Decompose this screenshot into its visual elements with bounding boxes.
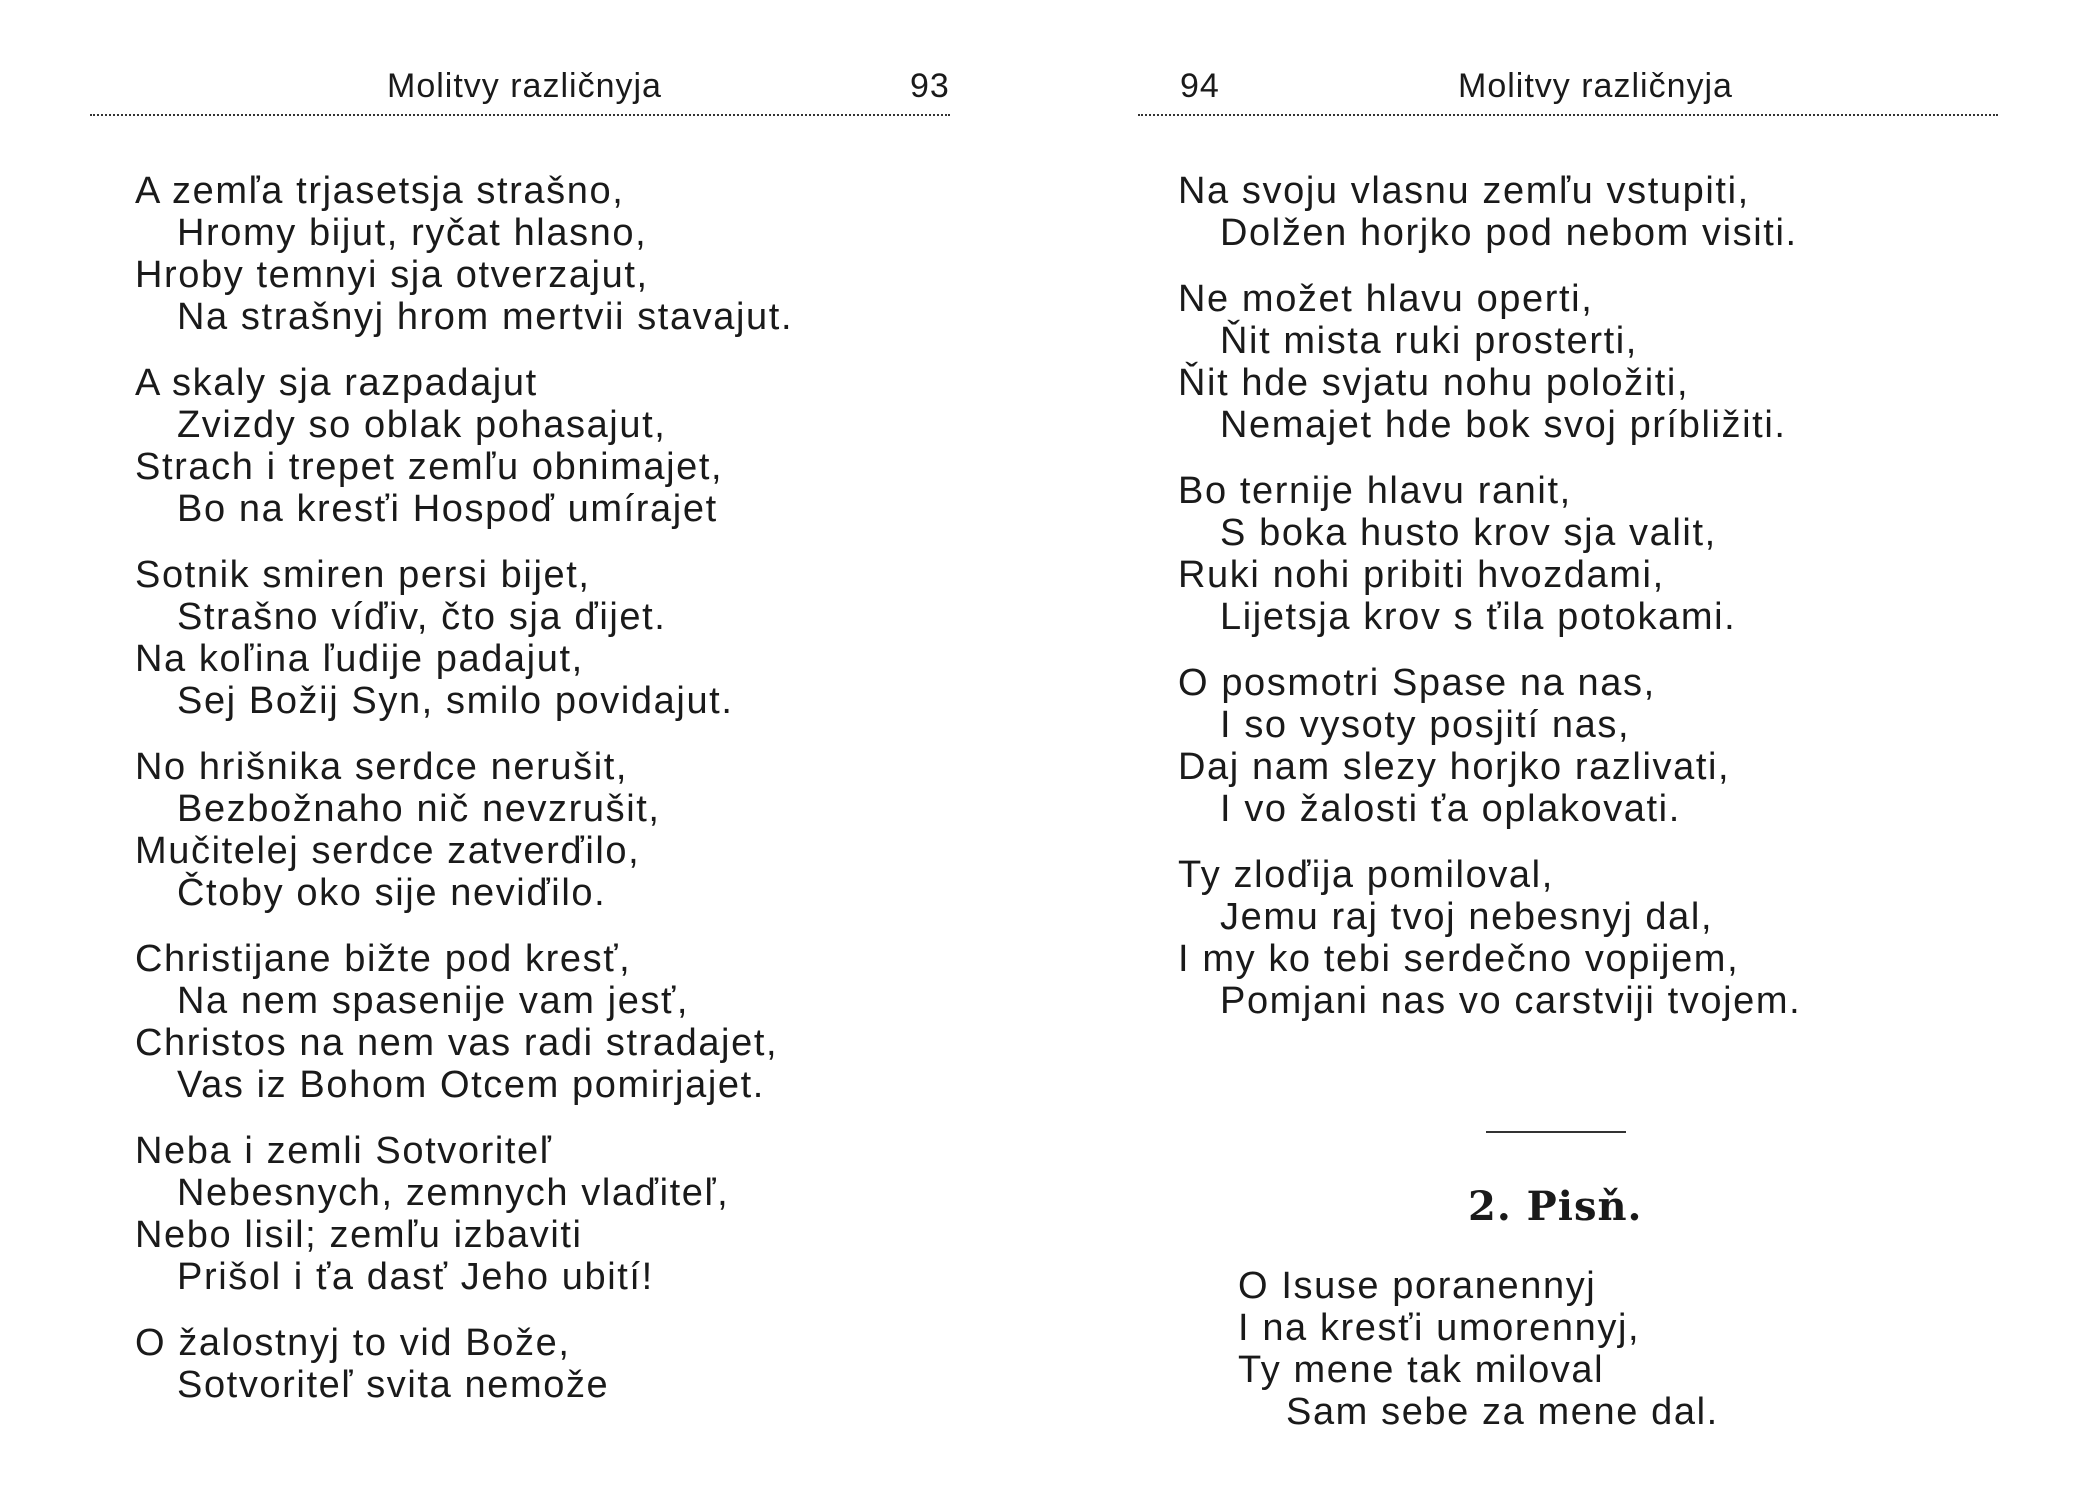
verse-line: A zemľa trjasetsja strašno, <box>135 170 625 212</box>
song-line: I na kresťi umorennyj, <box>1238 1307 1641 1349</box>
verse-line: Nebo lisil; zemľu izbaviti <box>135 1214 583 1256</box>
verse-line: Ne možet hlavu operti, <box>1178 278 1594 320</box>
stanza <box>135 938 793 1106</box>
verse-line: Pomjani nas vo carstviji tvojem. <box>1220 980 1802 1022</box>
verse-line: Bezbožnaho nič nevzrušit, <box>177 788 661 830</box>
verse-line: Na svoju vlasnu zemľu vstupiti, <box>1178 170 1750 212</box>
verse-line: Prišol i ťa dasť Jeho ubití! <box>177 1256 654 1298</box>
song-line: O Isuse poranennyj <box>1238 1265 1597 1307</box>
running-title: Molitvy različnyja <box>387 67 662 105</box>
song-text <box>1238 1265 1719 1433</box>
verse-line: Sotvoriteľ svita nemože <box>177 1364 610 1406</box>
verse-line: I my ko tebi serdečno vopijem, <box>1178 938 1740 980</box>
verse-line: A skaly sja razpadajut <box>135 362 538 404</box>
verse-line: Sotnik smiren persi bijet, <box>135 554 591 596</box>
stanza <box>135 1322 793 1406</box>
verse-line: O posmotri Spase na nas, <box>1178 662 1656 704</box>
verse-line: I so vysoty posjití nas, <box>1220 704 1631 746</box>
stanza <box>135 746 793 914</box>
verse-line: I vo žalosti ťa oplakovati. <box>1220 788 1681 830</box>
verse-line: Nemajet hde bok svoj príbližiti. <box>1220 404 1787 446</box>
stanza <box>1178 278 1801 446</box>
stanza <box>1178 854 1801 1022</box>
verse-line: O žalostnyj to vid Bože, <box>135 1322 571 1364</box>
page-number: 94 <box>1180 67 1220 105</box>
verse-line: S boka husto krov sja valit, <box>1220 512 1717 554</box>
verse-line: Na strašnyj hrom mertvii stavajut. <box>177 296 794 338</box>
verse-line: Na koľina ľudije padajut, <box>135 638 584 680</box>
verse-line: Na nem spasenije vam jesť, <box>177 980 690 1022</box>
song-heading: 2. Pisň. <box>1468 1183 1643 1230</box>
stanza <box>1178 170 1801 254</box>
stanza <box>135 362 793 530</box>
verse-line: Zvizdy so oblak pohasajut, <box>177 404 667 446</box>
verse-line: Ruki nohi pribiti hvozdami, <box>1178 554 1665 596</box>
song-line: Ty mene tak miloval <box>1238 1349 1605 1391</box>
stanza <box>1178 470 1801 638</box>
verse-line: Mučitelej serdce zatverďilo, <box>135 830 641 872</box>
stanza <box>135 170 793 338</box>
verse-line: Bo ternije hlavu ranit, <box>1178 470 1572 512</box>
verse-line: Daj nam slezy horjko razlivati, <box>1178 746 1731 788</box>
song-line: Sam sebe za mene dal. <box>1286 1391 1719 1433</box>
verse-line: Ňit hde svjatu nohu položiti, <box>1178 362 1690 404</box>
verse-line: Neba i zemli Sotvoriteľ <box>135 1130 553 1172</box>
verse-line: Čtoby oko sije neviďilo. <box>177 872 607 914</box>
stanza <box>1178 662 1801 830</box>
section-divider <box>1486 1131 1626 1133</box>
verse-line: Strach i trepet zemľu obnimajet, <box>135 446 724 488</box>
page-number: 93 <box>910 67 950 105</box>
verse-line: Lijetsja krov s ťila potokami. <box>1220 596 1737 638</box>
poem-text <box>1178 170 1801 1046</box>
verse-line: Christijane bižte pod kresť, <box>135 938 632 980</box>
stanza <box>135 1130 793 1298</box>
verse-line: Ty zloďija pomiloval, <box>1178 854 1554 896</box>
verse-line: Vas iz Bohom Otcem pomirjajet. <box>177 1064 765 1106</box>
verse-line: Ňit mista ruki prosterti, <box>1220 320 1638 362</box>
verse-line: Jemu raj tvoj nebesnyj dal, <box>1220 896 1714 938</box>
verse-line: Sej Božij Syn, smilo povidajut. <box>177 680 734 722</box>
stanza <box>135 554 793 722</box>
poem-text <box>135 170 793 1430</box>
verse-line: Hroby temnyi sja otverzajut, <box>135 254 649 296</box>
verse-line: Hromy bijut, ryčat hlasno, <box>177 212 648 254</box>
running-header <box>1138 64 1998 116</box>
verse-line: Dolžen horjko pod nebom visiti. <box>1220 212 1798 254</box>
verse-line: Strašno víďiv, čto sja ďijet. <box>177 596 667 638</box>
verse-line: Bo na kresťi Hospoď umírajet <box>177 488 718 530</box>
verse-line: No hrišnika serdce nerušit, <box>135 746 629 788</box>
running-header <box>90 64 950 116</box>
verse-line: Christos na nem vas radi stradajet, <box>135 1022 779 1064</box>
right-page <box>1038 0 2076 1500</box>
verse-line: Nebesnych, zemnych vlaďiteľ, <box>177 1172 730 1214</box>
running-title: Molitvy različnyja <box>1458 67 1733 105</box>
